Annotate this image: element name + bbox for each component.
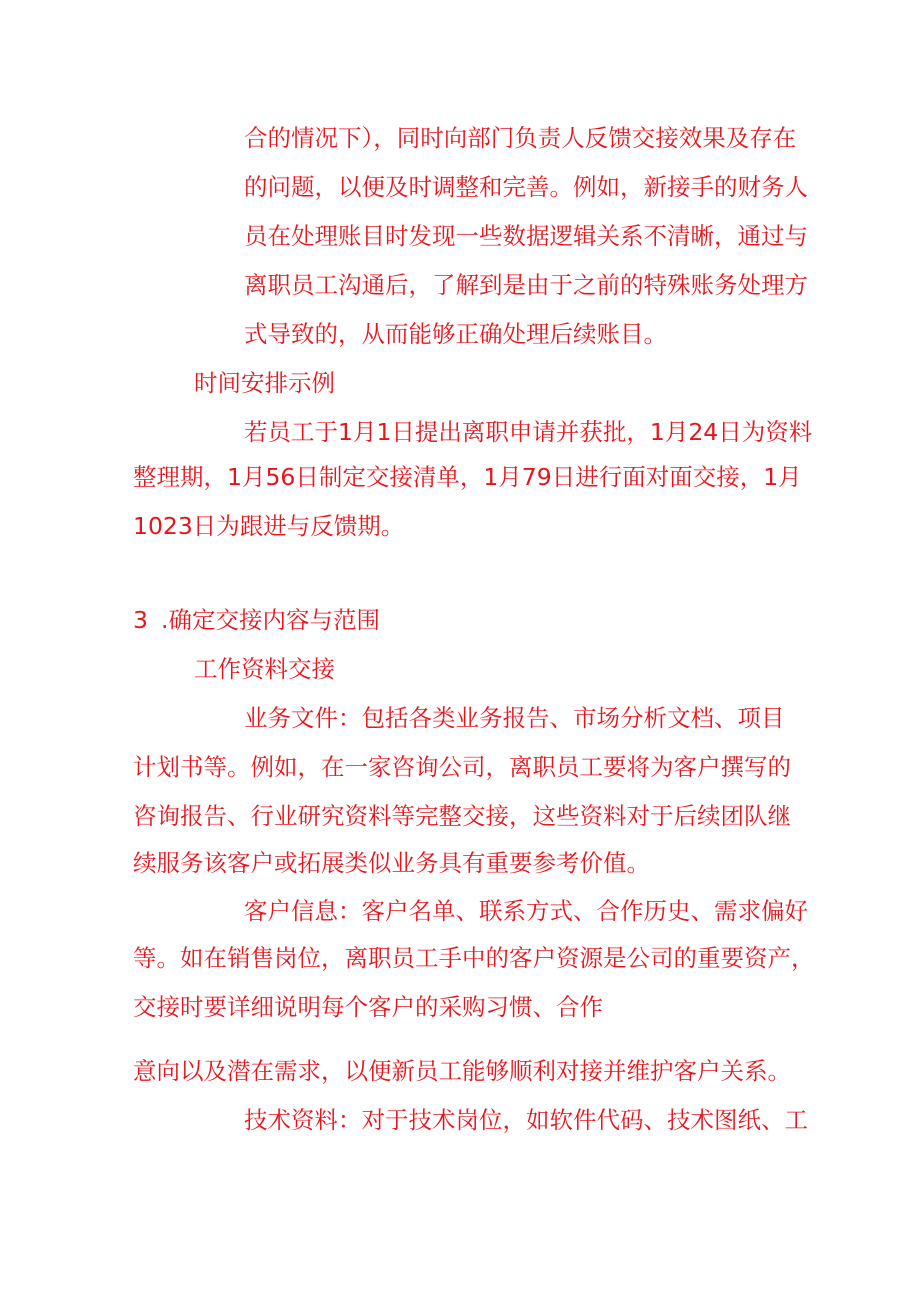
paragraph-line: 离职员工沟通后，了解到是由于之前的特殊账务处理方: [244, 271, 808, 299]
paragraph-line: 客户信息：客户名单、联系方式、合作历史、需求偏好: [244, 897, 808, 925]
paragraph-line: 的问题，以便及时调整和完善。例如，新接手的财务人: [244, 173, 808, 201]
subsection-heading: 工作资料交接: [194, 655, 335, 683]
schedule-heading: 时间安排示例: [194, 369, 335, 397]
paragraph-line: 1023日为跟进与反馈期。: [133, 512, 405, 540]
paragraph-line: 业务文件：包括各类业务报告、市场分析文档、项目: [244, 704, 785, 732]
section-number: 3: [133, 606, 148, 634]
paragraph-line: 若员工于1月1日提出离职申请并获批，1月24日为资料: [244, 418, 813, 446]
paragraph-line: 意向以及潜在需求，以便新员工能够顺利对接并维护客户关系。: [133, 1057, 791, 1085]
paragraph-line: 等。如在销售岗位，离职员工手中的客户资源是公司的重要资产，: [133, 944, 815, 972]
paragraph-line: 整理期，1月56日制定交接清单，1月79日进行面对面交接，1月: [133, 463, 802, 491]
paragraph-line: 式导致的，从而能够正确处理后续账目。: [244, 320, 667, 348]
paragraph-line: 技术资料：对于技术岗位，如软件代码、技术图纸、工: [244, 1106, 808, 1134]
paragraph-line: 计划书等。例如，在一家咨询公司，离职员工要将为客户撰写的: [133, 753, 791, 781]
paragraph-line: 交接时要详细说明每个客户的采购习惯、合作: [133, 993, 603, 1021]
paragraph-line: 合的情况下），同时向部门负责人反馈交接效果及存在: [244, 124, 797, 152]
paragraph-line: 员在处理账目时发现一些数据逻辑关系不清晰，通过与: [244, 222, 808, 250]
section-title: .确定交接内容与范围: [161, 606, 380, 634]
paragraph-line: 咨询报告、行业研究资料等完整交接，这些资料对于后续团队继: [133, 802, 791, 830]
paragraph-line: 续服务该客户或拓展类似业务具有重要参考价值。: [133, 849, 650, 877]
